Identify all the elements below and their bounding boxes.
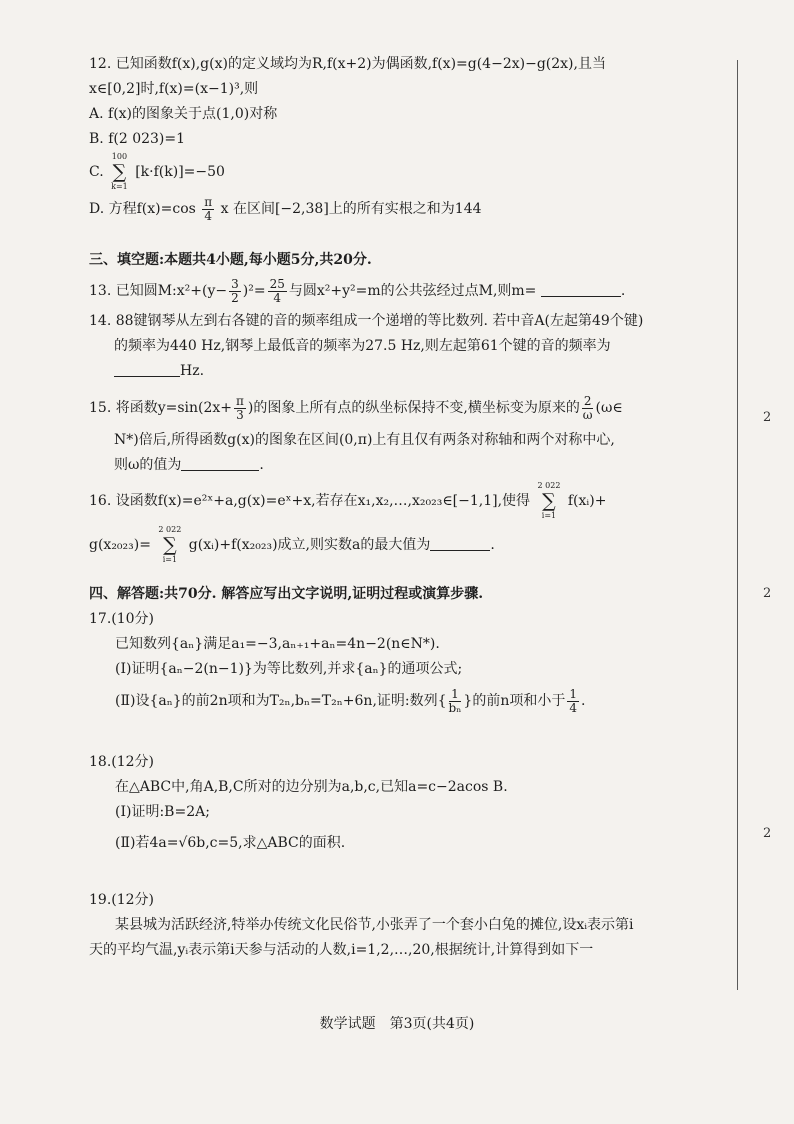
fraction-numerator: 25 (269, 276, 285, 291)
fraction-denominator: 4 (273, 290, 282, 305)
answer-blank[interactable] (541, 282, 621, 297)
q15-line3 (89, 453, 717, 478)
q16-text-end: . (490, 537, 495, 553)
q12-option-d-post: x 在区间[−2,38]上的所有实根之和为144 (220, 201, 482, 217)
fraction (582, 395, 594, 422)
fraction-numerator: 1 (451, 686, 459, 701)
q14-line2: 的频率为440 Hz,钢琴上最低音的频率为27.5 Hz,则左起第61个键的音的频率为 (114, 338, 611, 354)
margin-mark: 2 (763, 410, 772, 425)
section-solutions: 四、解答题:共70分. 解答应写出文字说明,证明过程或演算步骤. (89, 586, 484, 602)
fraction (268, 278, 287, 305)
sigma-icon: ∑ (112, 161, 127, 183)
page-footer: 数学试题 第3页(共4页) (319, 1016, 475, 1032)
q13 (89, 273, 717, 309)
q18-heading: 18.(12分) (89, 754, 155, 770)
answer-blank[interactable] (430, 536, 490, 551)
q17-text-mid: }的前n项和小于 (463, 693, 566, 709)
q14-line1: 14. 88键钢琴从左到右各键的音的频率组成一个递增的等比数列. 若中音A(左起第49个键) (89, 313, 644, 329)
q12-option-c-label: C. (89, 164, 104, 180)
q16-text-line2-pre: g(x₂₀₂₃)= (89, 537, 151, 553)
q13-text-post: 与圆x²+y²=m的公共弦经过点M,则m= (288, 283, 537, 299)
q19-heading: 19.(12分) (89, 892, 155, 908)
q12-option-a: A. f(x)的图象关于点(1,0)对称 (89, 106, 278, 122)
fraction-denominator: bₙ (448, 700, 462, 715)
q12-option-c (89, 152, 717, 192)
sum-upper-limit: 2 022 (158, 525, 182, 534)
sum-upper-limit: 100 (111, 152, 128, 161)
q17-heading: 17.(10分) (89, 611, 155, 627)
sigma-icon: ∑ (542, 490, 556, 512)
fraction-numerator: π (204, 194, 213, 209)
q12-option-d (89, 192, 717, 226)
answer-blank[interactable] (114, 362, 180, 377)
sum-lower-limit: i=1 (162, 555, 178, 564)
summation-symbol (111, 152, 128, 192)
q16-text-pre: 16. 设函数f(x)=e²ˣ+a,g(x)=eˣ+x,若存在x₁,x₂,…,x₂₀₂₃∈[−1,1],使得 (89, 493, 531, 509)
fraction-denominator: ω (582, 407, 593, 422)
fraction-numerator: 2 (583, 393, 592, 408)
fraction-denominator: 2 (231, 290, 239, 305)
q13-text-mid: )²= (242, 283, 266, 299)
q12-stem-line1: 12. 已知函数f(x),g(x)的定义域均为R,f(x+2)为偶函数,f(x)=g(4−2x)−g(2x),且当 (89, 56, 606, 72)
fraction (234, 395, 246, 422)
fraction (202, 196, 214, 223)
q18-line3: (Ⅱ)若4a=√6b,c=5,求△ABC的面积. (115, 835, 346, 851)
q17-line2: (Ⅰ)证明{aₙ−2(n−1)}为等比数列,并求{aₙ}的通项公式; (115, 661, 463, 677)
q16-text-post: f(xᵢ)+ (567, 493, 607, 509)
margin-rule (737, 60, 738, 990)
answer-blank[interactable] (181, 456, 259, 471)
fraction-numerator: π (236, 393, 244, 408)
fraction-denominator: 4 (204, 208, 213, 223)
fraction-denominator: 4 (569, 700, 577, 715)
q17-line1: 已知数列{aₙ}满足a₁=−3,aₙ₊₁+aₙ=4n−2(n∈N*). (115, 636, 440, 652)
fraction-denominator: 3 (236, 407, 244, 422)
margin-mark: 2 (763, 826, 772, 841)
q16-text-line2-post: g(xᵢ)+f(x₂₀₂₃)成立,则实数a的最大值为 (188, 537, 431, 553)
q17-text-end: . (580, 693, 586, 709)
q12-stem-line2: x∈[0,2]时,f(x)=(x−1)³,则 (89, 81, 259, 97)
fraction-numerator: 1 (569, 686, 577, 701)
fraction (229, 278, 241, 305)
q16-line2 (89, 522, 717, 568)
q13-text-pre: 13. 已知圆M:x²+(y− (89, 283, 228, 299)
section-fill-in: 三、填空题:本题共4小题,每小题5分,共20分. (89, 252, 372, 268)
sum-lower-limit: i=1 (541, 511, 557, 520)
summation-symbol (538, 481, 561, 521)
q14-line3 (89, 359, 717, 384)
q19-line2: 天的平均气温,yᵢ表示第i天参与活动的人数,i=1,2,…,20,根据统计,计算得到如下一 (89, 942, 594, 958)
fraction-numerator: 3 (231, 276, 239, 291)
sum-upper-limit: 2 022 (537, 481, 561, 490)
q18-line1: 在△ABC中,角A,B,C所对的边分别为a,b,c,已知a=c−2acos B. (115, 779, 508, 795)
q15-text-pre: 15. 将函数y=sin(2x+ (89, 400, 233, 416)
q12-option-b: B. f(2 023)=1 (89, 131, 186, 147)
margin-mark: 2 (763, 586, 772, 601)
q13-text-end: . (620, 283, 626, 299)
q17-line3 (89, 682, 717, 720)
q18-line2: (Ⅰ)证明:B=2A; (115, 804, 210, 820)
sum-lower-limit: k=1 (111, 182, 128, 191)
q15-text-end: . (259, 457, 264, 473)
fraction (567, 688, 579, 715)
q12-option-d-pre: D. 方程f(x)=cos (89, 201, 196, 217)
exam-content (89, 52, 717, 963)
q15-line1 (89, 388, 717, 428)
q15-text-mid: )的图象上所有点的纵坐标保持不变,横坐标变为原来的 (247, 400, 580, 416)
fraction (449, 688, 462, 715)
q15-line2: N*)倍后,所得函数g(x)的图象在区间(0,π)上有且仅有两条对称轴和两个对称中心, (114, 432, 615, 448)
q15-text-line3: 则ω的值为 (114, 457, 182, 473)
q14-unit: Hz. (180, 363, 205, 379)
summation-symbol (158, 525, 181, 565)
q12-option-c-body: [k·f(k)]=−50 (135, 164, 225, 180)
q17-text-pre: (Ⅱ)设{aₙ}的前2n项和为T₂ₙ,bₙ=T₂ₙ+6n,证明:数列{ (115, 693, 447, 709)
q16-line1 (89, 480, 717, 522)
sigma-icon: ∑ (163, 534, 177, 556)
q19-line1: 某县城为活跃经济,特举办传统文化民俗节,小张弄了一个套小白兔的摊位,设xᵢ表示第i (115, 917, 634, 933)
q15-text-post: (ω∈ (595, 400, 623, 416)
